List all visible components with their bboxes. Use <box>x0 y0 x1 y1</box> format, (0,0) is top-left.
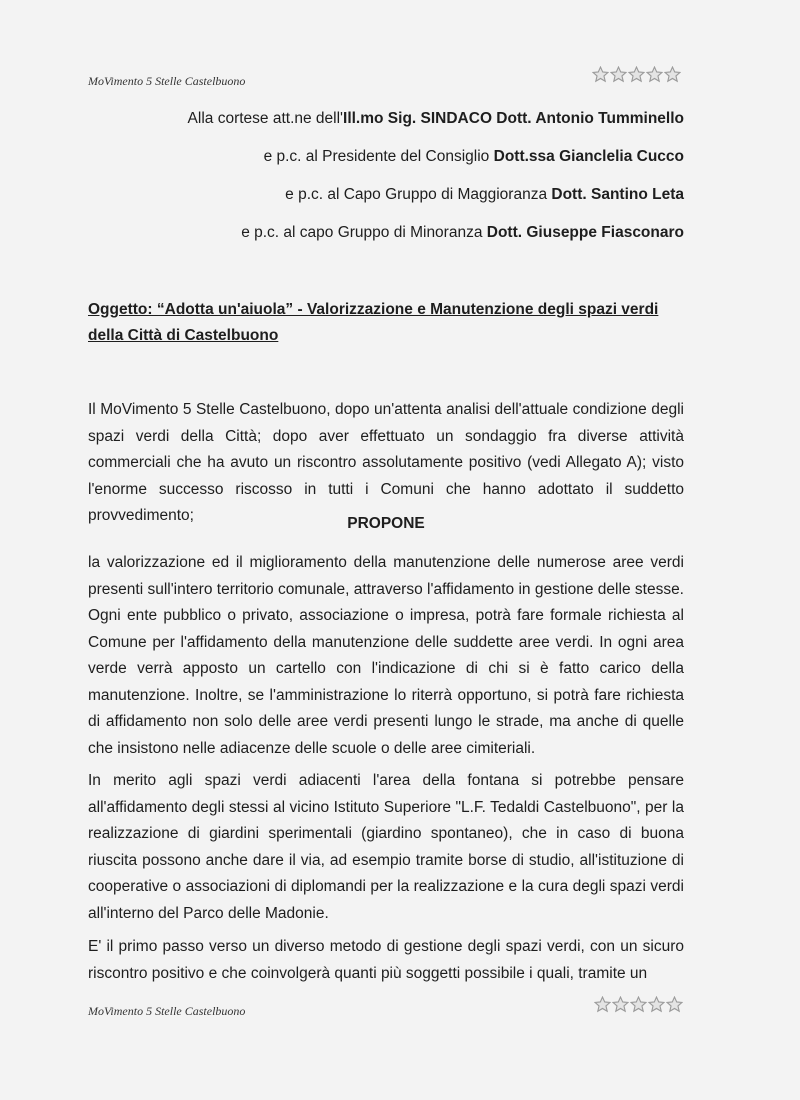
header-brand: MoVimento 5 Stelle Castelbuono <box>88 74 246 88</box>
footer-brand: MoVimento 5 Stelle Castelbuono <box>88 1004 246 1018</box>
intro-paragraph: Il MoVimento 5 Stelle Castelbuono, dopo un'attenta analisi dell'attuale condizione degli spazi verdi della Città; dopo aver effettuato un sondaggio fra diverse attività commerciali che ha avuto un riscontro assolutamente positivo (vedi Allegato A); visto l'enorme successo riscosso in tutti i Comuni che hanno adottato il suddetto provvedimento; <box>88 401 684 524</box>
star-icon <box>666 996 683 1013</box>
star-icon <box>630 996 647 1013</box>
star-icon <box>648 996 665 1013</box>
star-icon <box>664 66 681 83</box>
subject-line: Oggetto: “Adotta un'aiuola” - Valorizzazione e Manutenzione degli spazi verdi della Città di Castelbuono <box>88 301 659 344</box>
addressee-name: Dott. Giuseppe Fiasconaro <box>486 224 684 241</box>
propone-heading: PROPONE <box>347 515 425 532</box>
addressee-prefix: e p.c. al Capo Gruppo di Maggioranza <box>285 186 552 203</box>
star-icon <box>612 996 629 1013</box>
addressee-name: Dott.ssa Gianclelia Cucco <box>493 148 684 165</box>
rating-stars-bottom <box>594 996 683 1013</box>
star-icon <box>610 66 627 83</box>
addressee-name: Dott. Santino Leta <box>551 186 684 203</box>
star-icon <box>646 66 663 83</box>
rating-stars-top <box>592 66 681 83</box>
body-paragraph-1: la valorizzazione ed il miglioramento della manutenzione delle numerose aree verdi presenti sull'intero territorio comunale, attraverso l'affidamento in gestione delle stesse. Ogni ente pubblico o privato, associazione o impresa, potrà fare formale richiesta al Comune per l'affidamento della manutenzione delle suddette aree verdi. In ogni area verde verrà apposto un cartello con l'indicazione di chi si è fatto carico della manutenzione. Inoltre, se l'amministrazione lo riterrà opportuno, si potrà fare richiesta di affidamento non solo delle aree verdi presenti lungo le strade, ma anche di quelle che insistono nelle adiacenze delle scuole o delle aree cimiteriali. <box>88 554 684 757</box>
addressee-minoranza <box>241 224 684 242</box>
addressee-sindaco <box>188 110 684 128</box>
star-icon <box>594 996 611 1013</box>
addressee-maggioranza <box>285 186 684 204</box>
addressee-name: Ill.mo Sig. SINDACO Dott. Antonio Tumminello <box>343 110 684 127</box>
addressee-prefix: e p.c. al Presidente del Consiglio <box>263 148 494 165</box>
addressee-prefix: Alla cortese att.ne dell' <box>187 110 344 127</box>
body-paragraph-3: E' il primo passo verso un diverso metodo di gestione degli spazi verdi, con un sicuro riscontro positivo e che coinvolgerà quanti più soggetti possibile i quali, tramite un <box>88 938 684 982</box>
addressee-prefix: e p.c. al capo Gruppo di Minoranza <box>241 224 487 241</box>
body-paragraph-2: In merito agli spazi verdi adiacenti l'area della fontana si potrebbe pensare all'affidamento degli stessi al vicino Istituto Superiore "L.F. Tedaldi Castelbuono", per la realizzazione di giardini sperimentali (giardino spontaneo), che in caso di buona riuscita possono anche dare il via, ad esempio tramite borse di studio, all'istituzione di cooperative o associazioni di diplomandi per la realizzazione e la cura degli spazi verdi all'interno del Parco delle Madonie. <box>88 772 684 922</box>
star-icon <box>592 66 609 83</box>
star-icon <box>628 66 645 83</box>
addressee-presidente <box>264 148 684 166</box>
